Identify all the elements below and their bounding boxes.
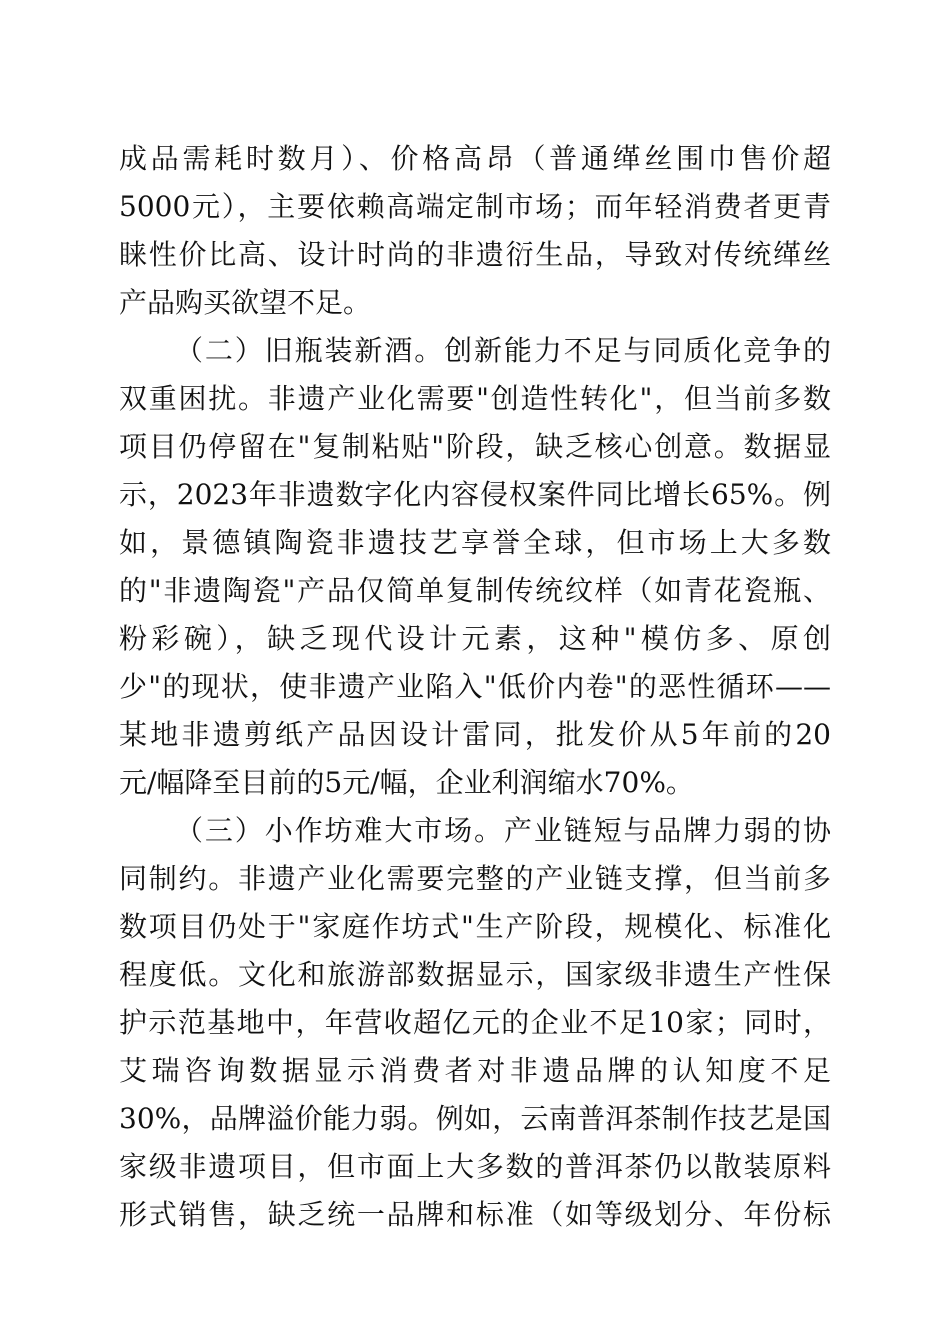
text-line: 数项目仍处于"家庭作坊式"生产阶段，规模化、标准化 [119, 910, 831, 943]
text-line: 艾瑞咨询数据显示消费者对非遗品牌的认知度不足 [119, 1054, 831, 1087]
text-line: 同制约。非遗产业化需要完整的产业链支撑，但当前多 [119, 862, 831, 895]
body-text [119, 135, 831, 1239]
text-line: 形式销售，缺乏统一品牌和标准（如等级划分、年份标 [119, 1198, 831, 1231]
text-line: 成品需耗时数月）、价格高昂（普通缂丝围巾售价超 [119, 142, 831, 175]
text-line: 睐性价比高、设计时尚的非遗衍生品，导致对传统缂丝 [119, 238, 831, 271]
text-line: 示，2023年非遗数字化内容侵权案件同比增长65%。例 [119, 478, 831, 511]
text-line: 双重困扰。非遗产业化需要"创造性转化"，但当前多数 [119, 382, 831, 415]
text-line: 项目仍停留在"复制粘贴"阶段，缺乏核心创意。数据显 [119, 430, 831, 463]
section-heading-line: （三）小作坊难大市场。产业链短与品牌力弱的协 [175, 814, 831, 847]
text-line: 的"非遗陶瓷"产品仅简单复制传统纹样（如青花瓷瓶、 [119, 574, 831, 607]
text-line: 元/幅降至目前的5元/幅，企业利润缩水70%。 [119, 766, 694, 799]
text-line: 产品购买欲望不足。 [119, 286, 372, 319]
text-line: 某地非遗剪纸产品因设计雷同，批发价从5年前的20 [119, 718, 831, 751]
text-line: 少"的现状，使非遗产业陷入"低价内卷"的恶性循环—— [119, 670, 831, 703]
text-line: 粉彩碗），缺乏现代设计元素，这种"模仿多、原创 [119, 622, 831, 655]
section-heading-line: （二）旧瓶装新酒。创新能力不足与同质化竞争的 [175, 334, 831, 367]
text-line: 护示范基地中，年营收超亿元的企业不足10家；同时， [119, 1006, 831, 1039]
text-line: 家级非遗项目，但市面上大多数的普洱茶仍以散装原料 [119, 1150, 831, 1183]
text-line: 30%，品牌溢价能力弱。例如，云南普洱茶制作技艺是国 [119, 1102, 831, 1135]
text-line: 程度低。文化和旅游部数据显示，国家级非遗生产性保 [119, 958, 831, 991]
text-line: 如，景德镇陶瓷非遗技艺享誉全球，但市场上大多数 [119, 526, 831, 559]
text-line: 5000元），主要依赖高端定制市场；而年轻消费者更青 [119, 190, 831, 223]
